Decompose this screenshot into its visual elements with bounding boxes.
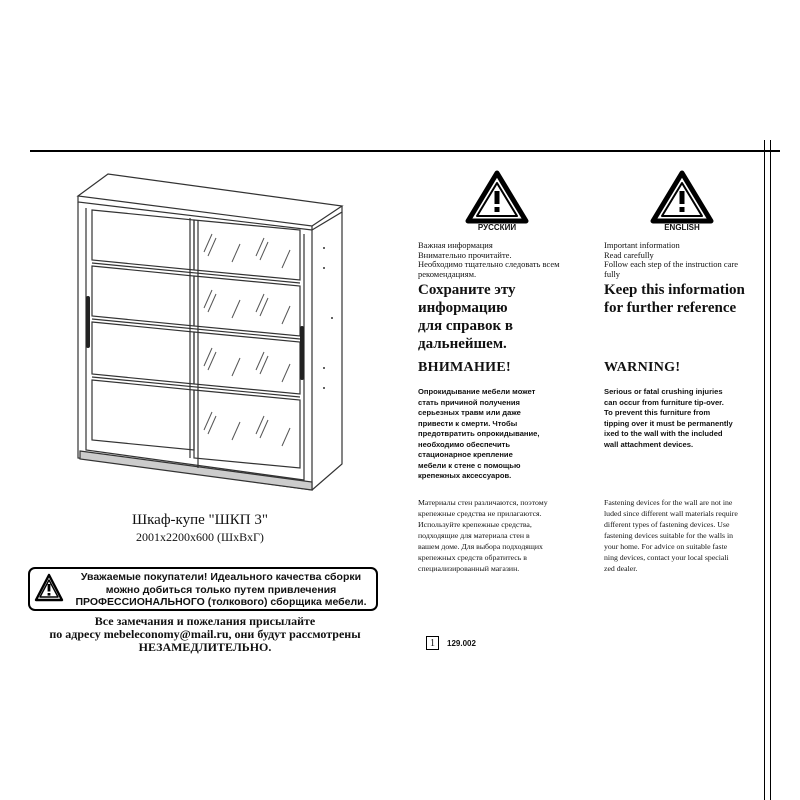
ru-important: Важная информация Внимательно прочитайте. Необходимо тщательно следовать всем рекомендациям.: [418, 240, 560, 279]
product-dimensions: 2001x2200x600 (ШхВхГ): [136, 530, 264, 544]
ru-keep-info: Сохраните эту информацию для справок в дальнейшем.: [418, 282, 516, 352]
en-warning-text: Serious or fatal crushing injuries can occur from furniture tip-over. To prevent this furniture from tipping over it must be permanently ixed to the wall with the included wall attachment devices.: [604, 387, 733, 449]
en-fastening-note: Fastening devices for the wall are not ine luded since different wall materials require different types of fastening devices. Use fastening devices suitable for the walls in your home. For advice on suitable faste ning devices, contact your local speciali zed dealer.: [604, 498, 738, 573]
notice-text: Уважаемые покупатели! Идеального качества сборки можно добиться только путем привлечения ПРОФЕССИОНАЛЬНОГО (толкового) сборщика мебели.: [75, 571, 367, 608]
top-rule: [30, 150, 780, 152]
ru-warning-text: Опрокидывание мебели может стать причиной получения серьезных травм или даже привести к смерти. Чтобы предотвратить опрокидывание, необходимо обеспечить стационарное крепление мебели к стене с помощью крепежных аксессуаров.: [418, 387, 540, 480]
lang-label-russian: РУССКИЙ: [477, 223, 517, 232]
en-warning-title: WARNING!: [604, 360, 681, 375]
contact-line-1: Все замечания и пожелания присылайте: [94, 614, 316, 628]
contact-line-2: по адресу mebeleconomy@mail.ru, они будут рассмотрены: [49, 627, 361, 641]
lang-label-english: ENGLISH: [664, 223, 700, 232]
contact-block: [30, 615, 380, 654]
contact-line-3: НЕЗАМЕДЛИТЕЛЬНО.: [138, 640, 272, 654]
ru-fastening-note: Материалы стен различаются, поэтому крепежные средства не прилагаются. Используйте крепежные средства, подходящие для материала стен в вашем доме. Для выбора подходящих крепежных средств обратитесь в специализированный магазин.: [418, 498, 548, 573]
wardrobe-illustration: [72, 168, 344, 508]
right-rule: [764, 140, 765, 800]
en-important: Important information Read carefully Follow each step of the instruction care fully: [604, 240, 739, 279]
page-number: 1: [426, 636, 439, 650]
warning-triangle-icon: [465, 170, 529, 224]
document-code: 129.002: [447, 639, 476, 648]
ru-warning-title: ВНИМАНИЕ!: [418, 360, 511, 375]
warning-triangle-icon: [650, 170, 714, 224]
right-rule-outer: [770, 140, 771, 800]
warning-triangle-icon: [34, 573, 64, 603]
en-keep-info: Keep this information for further reference: [604, 282, 745, 316]
product-name: Шкаф-купе "ШКП 3": [131, 512, 269, 528]
